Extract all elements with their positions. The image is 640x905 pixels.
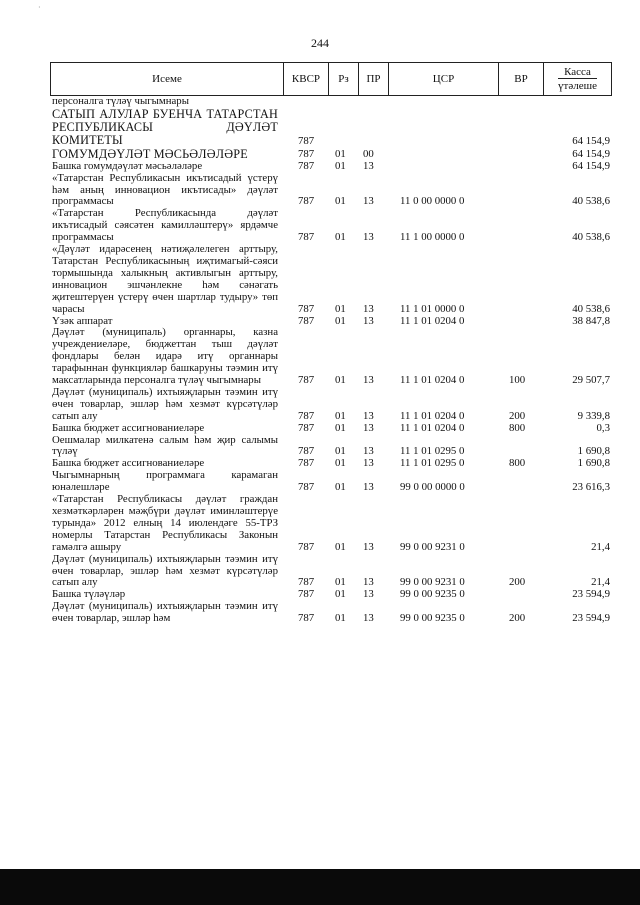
- row-sum: 21,4: [591, 576, 610, 589]
- row-rz: 01: [335, 374, 346, 387]
- row-kvsr: 787: [298, 195, 315, 208]
- row-rz: 01: [335, 481, 346, 494]
- header-kassa-label: Касса: [564, 66, 591, 78]
- row-vr: 100: [509, 374, 526, 387]
- row-pr: 13: [363, 302, 374, 315]
- row-csr: 11 1 01 0204 0: [400, 374, 465, 387]
- table-row: [50, 161, 612, 173]
- row-csr: 99 0 00 0000 0: [400, 481, 465, 494]
- page-number: 244: [311, 36, 329, 50]
- row-name: Башка гомумдәүләт мәсьәләләре: [52, 159, 203, 172]
- row-kvsr: 787: [298, 374, 315, 387]
- header-name: Исеме: [152, 73, 182, 85]
- row-rz: 01: [335, 576, 346, 589]
- row-pr: 13: [363, 374, 374, 387]
- header-kassa: [543, 63, 611, 95]
- table-row: [50, 554, 612, 590]
- row-kvsr: 787: [298, 612, 315, 625]
- row-sum: 40 538,6: [572, 302, 610, 315]
- row-name: Дәүләт (муниципаль) ихтыяҗларын тәэмин итү өчен товарлар, эшләр һәм: [52, 600, 278, 625]
- header-pr: ПР: [358, 63, 388, 95]
- table-row: [50, 327, 612, 387]
- row-sum: 23 594,9: [572, 612, 610, 625]
- row-vr: 800: [509, 457, 526, 470]
- row-sum: 38 847,8: [572, 314, 610, 327]
- row-name: Оешмалар милкатенә салым һәм җир салымы түләү: [52, 433, 278, 458]
- table-row: [50, 387, 612, 423]
- table-row: [50, 435, 612, 459]
- header-vr: ВР: [498, 63, 543, 95]
- row-rz: 01: [335, 231, 346, 244]
- row-name: Дәүләт (муниципаль) ихтыяҗларын тәэмин итү өчен товарлар, эшләр һәм хезмәт күрсәтүләр сатып алу: [52, 552, 278, 589]
- row-pr: 13: [363, 195, 374, 208]
- table-row: [50, 601, 612, 625]
- row-vr: 800: [509, 421, 526, 434]
- row-kvsr: 787: [298, 445, 315, 458]
- row-sum: 1 690,8: [577, 457, 610, 470]
- row-name: САТЫП АЛУЛАР БУЕНЧА ТАТАРСТАН РЕСПУБЛИКАСЫ ДӘҮЛӘТ КОМИТЕТЫ: [52, 106, 278, 148]
- row-csr: 11 1 01 0204 0: [400, 409, 465, 422]
- row-csr: 11 0 00 0000 0: [400, 195, 465, 208]
- row-rz: 01: [335, 314, 346, 327]
- row-name: Чыгымнарның программага карамаган юнәлешләре: [52, 469, 278, 494]
- header-kassa-sub: үтәлеше: [558, 80, 597, 92]
- row-kvsr: 787: [298, 314, 315, 327]
- row-name: Башка түләүләр: [52, 588, 126, 601]
- row-csr: 11 1 01 0000 0: [400, 302, 465, 315]
- row-pr: 00: [363, 147, 374, 160]
- row-rz: 01: [335, 421, 346, 434]
- row-sum: 64 154,9: [572, 159, 610, 172]
- row-rz: 01: [335, 540, 346, 553]
- row-csr: 99 0 00 9231 0: [400, 576, 465, 589]
- row-name: персоналга түләү чыгымнары: [52, 95, 189, 107]
- header-kvsr: КВСР: [283, 63, 328, 95]
- row-csr: 11 1 01 0204 0: [400, 421, 465, 434]
- row-sum: 0,3: [596, 421, 610, 434]
- row-pr: 13: [363, 159, 374, 172]
- row-kvsr: 787: [298, 134, 315, 147]
- row-vr: 200: [509, 612, 526, 625]
- row-rz: 01: [335, 159, 346, 172]
- row-pr: 13: [363, 588, 374, 601]
- row-kvsr: 787: [298, 481, 315, 494]
- table-row: [50, 148, 612, 161]
- row-rz: 01: [335, 195, 346, 208]
- row-pr: 13: [363, 481, 374, 494]
- table-header: [50, 62, 612, 96]
- row-rz: 01: [335, 445, 346, 458]
- row-pr: 13: [363, 540, 374, 553]
- row-name: ГОМУМДӘҮЛӘТ МӘСЬӘЛӘЛӘРЕ: [52, 146, 248, 161]
- row-sum: 1 690,8: [577, 445, 610, 458]
- row-name: Башка бюджет ассигнованиеләре: [52, 457, 205, 470]
- row-rz: 01: [335, 612, 346, 625]
- row-csr: 11 1 01 0295 0: [400, 445, 465, 458]
- row-name: Башка бюджет ассигнованиеләре: [52, 421, 205, 434]
- row-kvsr: 787: [298, 231, 315, 244]
- row-kvsr: 787: [298, 588, 315, 601]
- row-kvsr: 787: [298, 421, 315, 434]
- row-csr: 11 1 00 0000 0: [400, 231, 465, 244]
- row-pr: 13: [363, 314, 374, 327]
- row-sum: 23 594,9: [572, 588, 610, 601]
- scan-bottom-bar: [0, 869, 640, 905]
- row-sum: 29 507,7: [572, 374, 610, 387]
- row-rz: 01: [335, 588, 346, 601]
- table-row: [50, 423, 612, 435]
- row-vr: 200: [509, 409, 526, 422]
- row-kvsr: 787: [298, 159, 315, 172]
- row-sum: 40 538,6: [572, 231, 610, 244]
- row-sum: 23 616,3: [572, 481, 610, 494]
- row-kvsr: 787: [298, 540, 315, 553]
- header-rz: Рз: [328, 63, 358, 95]
- row-kvsr: 787: [298, 147, 315, 160]
- row-csr: 11 1 01 0295 0: [400, 457, 465, 470]
- table-row: [50, 108, 612, 148]
- row-sum: 9 339,8: [577, 409, 610, 422]
- row-csr: 99 0 00 9235 0: [400, 612, 465, 625]
- row-csr: 99 0 00 9235 0: [400, 588, 465, 601]
- row-rz: 01: [335, 457, 346, 470]
- table-row: [50, 470, 612, 494]
- row-name: Дәүләт (муниципаль) ихтыяҗларын тәэмин итү өчен товарлар, эшләр һәм хезмәт күрсәтүләр сатып алу: [52, 385, 278, 422]
- scan-mark: ·: [38, 3, 41, 12]
- row-pr: 13: [363, 231, 374, 244]
- header-csr: ЦСР: [388, 63, 498, 95]
- row-sum: 21,4: [591, 540, 610, 553]
- table-row: [50, 208, 612, 244]
- row-name: Дәүләт (муниципаль) органнары, казна учреждениеләре, бюджеттан тыш дәүләт фондлары белән идарә итү органнары тарафыннан функцияләр башкаруны тәэмин итү максатларында персоналга түләү чыгымнары: [52, 326, 278, 387]
- budget-table: [50, 62, 612, 625]
- row-rz: 01: [335, 409, 346, 422]
- row-rz: 01: [335, 147, 346, 160]
- row-kvsr: 787: [298, 302, 315, 315]
- row-name: «Татарстан Республикасында дәүләт икътисадый сәясәтен камилләштерү» ярдәмче программасы: [52, 207, 278, 244]
- row-csr: 11 1 01 0204 0: [400, 314, 465, 327]
- row-pr: 13: [363, 421, 374, 434]
- row-name: Үзәк аппарат: [52, 314, 113, 327]
- row-pr: 13: [363, 445, 374, 458]
- table-row: [50, 244, 612, 315]
- row-pr: 13: [363, 409, 374, 422]
- row-sum: 64 154,9: [572, 134, 610, 147]
- row-pr: 13: [363, 457, 374, 470]
- row-kvsr: 787: [298, 576, 315, 589]
- row-name: «Татарстан Республикасы дәүләт граждан хезмәткәрләрен мәҗбүри дәүләт иминләштерүе турында» 2012 елның 14 июлендәге 55-ТРЗ номерлы Татарстан Республикасы Законын гамәлгә ашыру: [52, 493, 278, 553]
- row-name: «Татарстан Республикасын икътисадый үстерү һәм аның инновацион икътисады» дәүләт программасы: [52, 171, 278, 208]
- row-kvsr: 787: [298, 409, 315, 422]
- row-sum: 40 538,6: [572, 195, 610, 208]
- table-body: [50, 96, 612, 625]
- row-pr: 13: [363, 576, 374, 589]
- row-vr: 200: [509, 576, 526, 589]
- row-pr: 13: [363, 612, 374, 625]
- row-sum: 64 154,9: [572, 147, 610, 160]
- table-row: [50, 173, 612, 209]
- row-csr: 99 0 00 9231 0: [400, 540, 465, 553]
- row-rz: 01: [335, 302, 346, 315]
- table-row: [50, 494, 612, 554]
- row-kvsr: 787: [298, 457, 315, 470]
- row-name: «Дәүләт идарәсенең нәтиҗәлелеген арттыру, Татарстан Республикасының иҗтимагый-сәяси тормышында халыкның активлыгын арттыру, инновацион эшчәнлекне һәм сәнәгать җитештерүен үстерү өчен шартлар тудыру» төп чарасы: [52, 243, 278, 315]
